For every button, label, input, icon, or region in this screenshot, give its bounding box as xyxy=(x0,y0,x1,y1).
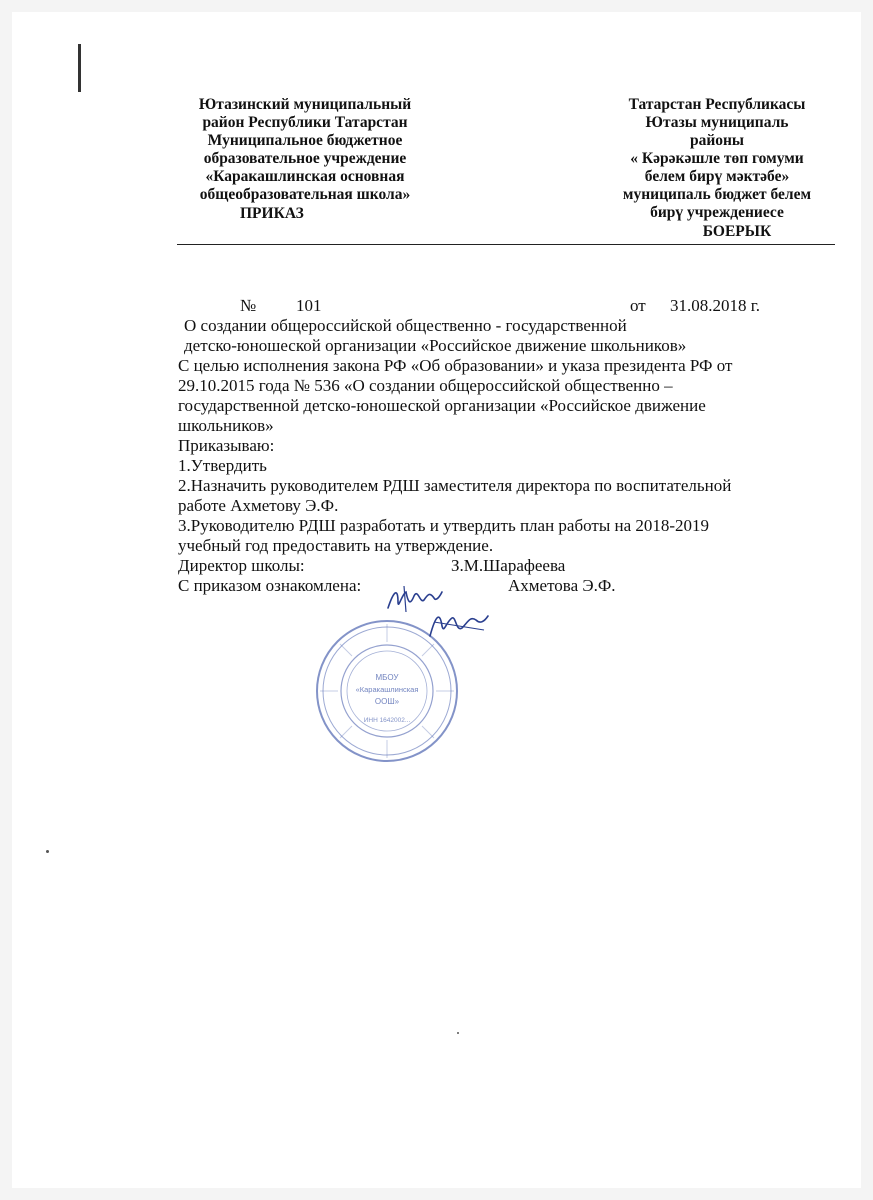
subject-line: детско-юношеской организации «Российское движение школьников» xyxy=(184,336,687,355)
director-signature-row xyxy=(178,556,848,576)
acquainted-name: Ахметова Э.Ф. xyxy=(508,576,616,595)
subject-line: О создании общероссийской общественно - государственной xyxy=(184,316,627,335)
header-divider xyxy=(177,244,835,245)
header-right-line: районы xyxy=(689,132,745,149)
acquainted-signature xyxy=(424,608,492,642)
stamp-center-line: «Каракашлинская xyxy=(355,685,419,694)
order-item-2: 2.Назначить руководителем РДШ заместителя директора по воспитательной xyxy=(178,476,732,495)
document-page xyxy=(12,12,861,1188)
date-label: от xyxy=(630,296,646,315)
purpose-line: государственной детско-юношеской организации «Российское движение xyxy=(178,396,706,415)
director-name: З.М.Шарафеева xyxy=(451,556,566,575)
header-russian-block xyxy=(180,96,430,223)
header-left-line: Муниципальное бюджетное xyxy=(207,132,403,149)
scan-speck xyxy=(457,1032,459,1034)
order-number: 101 xyxy=(296,296,322,315)
header-tatar-block xyxy=(597,96,837,241)
header-left-line: район Республики Татарстан xyxy=(202,114,408,131)
stamp-center-line: ООШ» xyxy=(374,697,400,706)
acquainted-signature-row xyxy=(178,576,848,596)
order-word: Приказываю: xyxy=(178,436,275,455)
scan-speck xyxy=(46,850,49,853)
number-sign: № xyxy=(240,296,257,315)
order-item-3: 3.Руководителю РДШ разработать и утвердить план работы на 2018-2019 xyxy=(178,516,710,535)
header-right-line: Ютазы муниципаль xyxy=(645,114,789,131)
stamp-center-line: МБОУ xyxy=(375,673,399,682)
header-left-line: общеобразовательная школа» xyxy=(199,186,411,203)
director-label: Директор школы: xyxy=(178,556,305,575)
scan-artifact-mark xyxy=(78,44,81,92)
purpose-line: 29.10.2015 года № 536 «О создании общероссийской общественно – xyxy=(178,376,673,395)
order-item-1: 1.Утвердить xyxy=(178,456,267,475)
order-date: 31.08.2018 г. xyxy=(670,296,761,315)
order-item-3-cont: учебный год предоставить на утверждение. xyxy=(178,536,494,555)
header-right-line: белем бирү мәктәбе» xyxy=(644,168,790,185)
stamp-inn: ИНН 1642002... xyxy=(363,717,411,724)
order-item-2-cont: работе Ахметову Э.Ф. xyxy=(178,496,339,515)
header-right-title: БОЕРЫК xyxy=(702,223,772,240)
header-right-line: муниципаль бюджет белем xyxy=(622,186,812,203)
header-left-line: Ютазинский муниципальный xyxy=(198,96,412,113)
order-body xyxy=(178,316,848,596)
header-right-line: бирү учреждениесе xyxy=(650,204,784,221)
header-right-line: « Кәрәкәшле төп гомуми xyxy=(630,150,804,167)
order-number-date-row xyxy=(240,296,766,318)
header-right-line: Татарстан Республикасы xyxy=(628,96,806,113)
purpose-line: школьников» xyxy=(178,416,274,435)
acquainted-label: С приказом ознакомлена: xyxy=(178,576,362,595)
header-left-line: «Каракашлинская основная xyxy=(205,168,405,185)
purpose-line: С целью исполнения закона РФ «Об образовании» и указа президента РФ от xyxy=(178,356,733,375)
header-left-title: ПРИКАЗ xyxy=(240,205,304,222)
header-left-line: образовательное учреждение xyxy=(203,150,407,167)
